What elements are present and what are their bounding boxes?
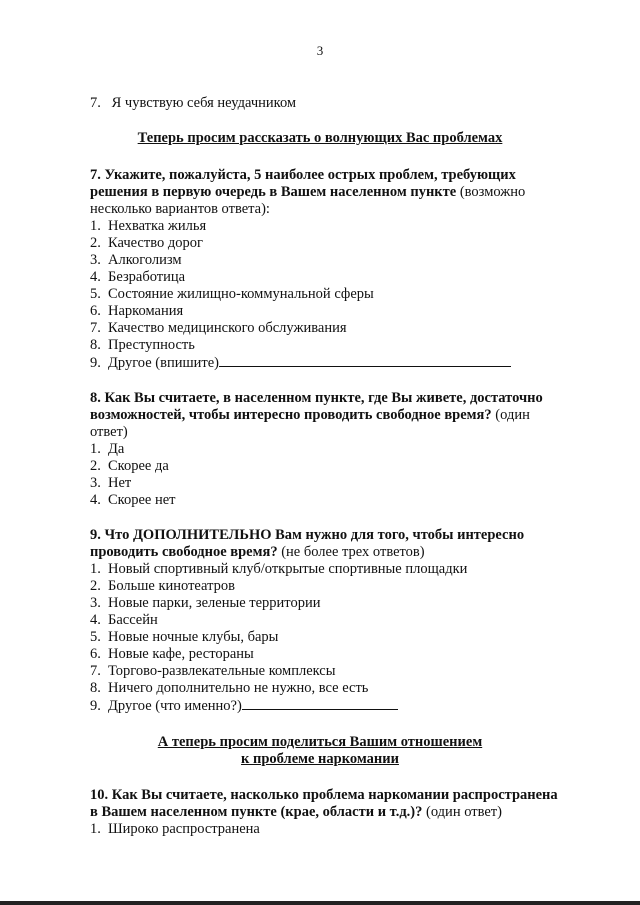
question-7-title: 7. Укажите, пожалуйста, 5 наиболее острых проблем, требующих [90,167,516,183]
option-number: 4. [90,612,101,628]
option-number: 2. [90,578,101,594]
question-10-bold-text: в Вашем населенном пункте (крае, области и т.д.)? [90,804,423,820]
question-10-title-cont [90,804,502,821]
page-number: 3 [316,43,324,58]
option-text: Новые ночные клубы, бары [108,629,279,645]
option-number: 7. [90,95,101,111]
option-text: Преступность [108,337,195,353]
option-number: 5. [90,629,101,645]
option-text: Скорее да [108,458,169,474]
option-text: Другое (что именно?) [108,698,242,714]
list-item [90,697,398,715]
list-item [90,561,467,578]
list-item [90,95,296,112]
list-item [90,458,169,475]
option-number: 1. [90,218,101,234]
option-number: 3. [90,252,101,268]
option-number: 4. [90,269,101,285]
option-text: Торгово-развлекательные комплексы [108,663,336,679]
list-item [90,821,260,838]
option-number: 7. [90,663,101,679]
option-number: 6. [90,646,101,662]
option-number: 4. [90,492,101,508]
option-number: 7. [90,320,101,336]
list-item [90,680,368,697]
list-item [90,218,206,235]
list-item [90,646,254,663]
option-number: 1. [90,561,101,577]
section-heading [0,734,640,751]
option-number: 1. [90,821,101,837]
option-text: Состояние жилищно-коммунальной сферы [108,286,374,302]
option-text: Алкоголизм [108,252,182,268]
page-bottom-edge [0,901,640,905]
write-in-line[interactable] [242,697,398,710]
question-9-bold-text: проводить свободное время? [90,544,278,560]
option-text: Я чувствую себя неудачником [111,95,297,111]
option-text: Безработица [108,269,186,285]
list-item [90,286,374,303]
list-item [90,337,195,354]
section-heading-text: Теперь просим рассказать о волнующих Вас проблемах [137,130,503,146]
option-text: Больше кинотеатров [108,578,235,594]
question-10-note: (один ответ) [422,804,502,820]
option-text: Да [108,441,125,457]
option-number: 2. [90,458,101,474]
list-item [90,320,347,337]
option-text: Широко распространена [108,821,260,837]
option-number: 5. [90,286,101,302]
section-heading [0,130,640,147]
question-7-bold-text: решения в первую очередь в Вашем населенном пункте [90,184,457,200]
list-item [90,492,176,509]
option-number: 2. [90,235,101,251]
option-text: Качество медицинского обслуживания [108,320,347,336]
question-9-title-cont [90,544,425,561]
option-text: Наркомания [108,303,184,319]
option-number: 3. [90,595,101,611]
option-number: 1. [90,441,101,457]
list-item [90,475,131,492]
option-text: Нет [108,475,132,491]
list-item [90,303,183,320]
option-text: Нехватка жилья [108,218,207,234]
question-8-bold-text: возможностей, чтобы интересно проводить свободное время? [90,407,492,423]
list-item [90,252,182,269]
question-8-note-cont: ответ) [90,424,128,440]
list-item [90,354,511,372]
section-heading-text: к проблеме наркомании [241,751,399,767]
option-text: Другое (впишите) [108,355,219,371]
list-item [90,595,320,612]
section-heading-text: А теперь просим поделиться Вашим отношением [157,734,483,750]
option-text: Новые кафе, рестораны [108,646,254,662]
question-7-note: (возможно [456,184,526,200]
section-heading-cont [0,751,640,768]
write-in-line[interactable] [219,354,511,367]
list-item [90,269,185,286]
option-number: 8. [90,680,101,696]
list-item [90,629,278,646]
question-8-title-cont [90,407,530,424]
list-item [90,235,203,252]
question-9-title: 9. Что ДОПОЛНИТЕЛЬНО Вам нужно для того, чтобы интересно [90,527,525,543]
list-item [90,578,235,595]
question-9-note: (не более трех ответов) [277,544,425,560]
list-item [90,612,158,629]
option-text: Новые парки, зеленые территории [108,595,321,611]
option-text: Бассейн [108,612,158,628]
question-8-note: (один [491,407,530,423]
option-text: Ничего дополнительно не нужно, все есть [108,680,369,696]
option-number: 9. [90,698,101,714]
option-number: 8. [90,337,101,353]
option-text: Скорее нет [108,492,176,508]
list-item [90,441,124,458]
option-number: 9. [90,355,101,371]
question-10-title: 10. Как Вы считаете, насколько проблема наркомании распространена [90,787,558,803]
question-8-title: 8. Как Вы считаете, в населенном пункте, где Вы живете, достаточно [90,390,543,406]
option-number: 3. [90,475,101,491]
option-text: Новый спортивный клуб/открытые спортивные площадки [108,561,468,577]
list-item [90,663,336,680]
question-7-title-cont [90,184,525,201]
question-7-note-cont: несколько вариантов ответа): [90,201,270,217]
option-text: Качество дорог [108,235,203,251]
option-number: 6. [90,303,101,319]
